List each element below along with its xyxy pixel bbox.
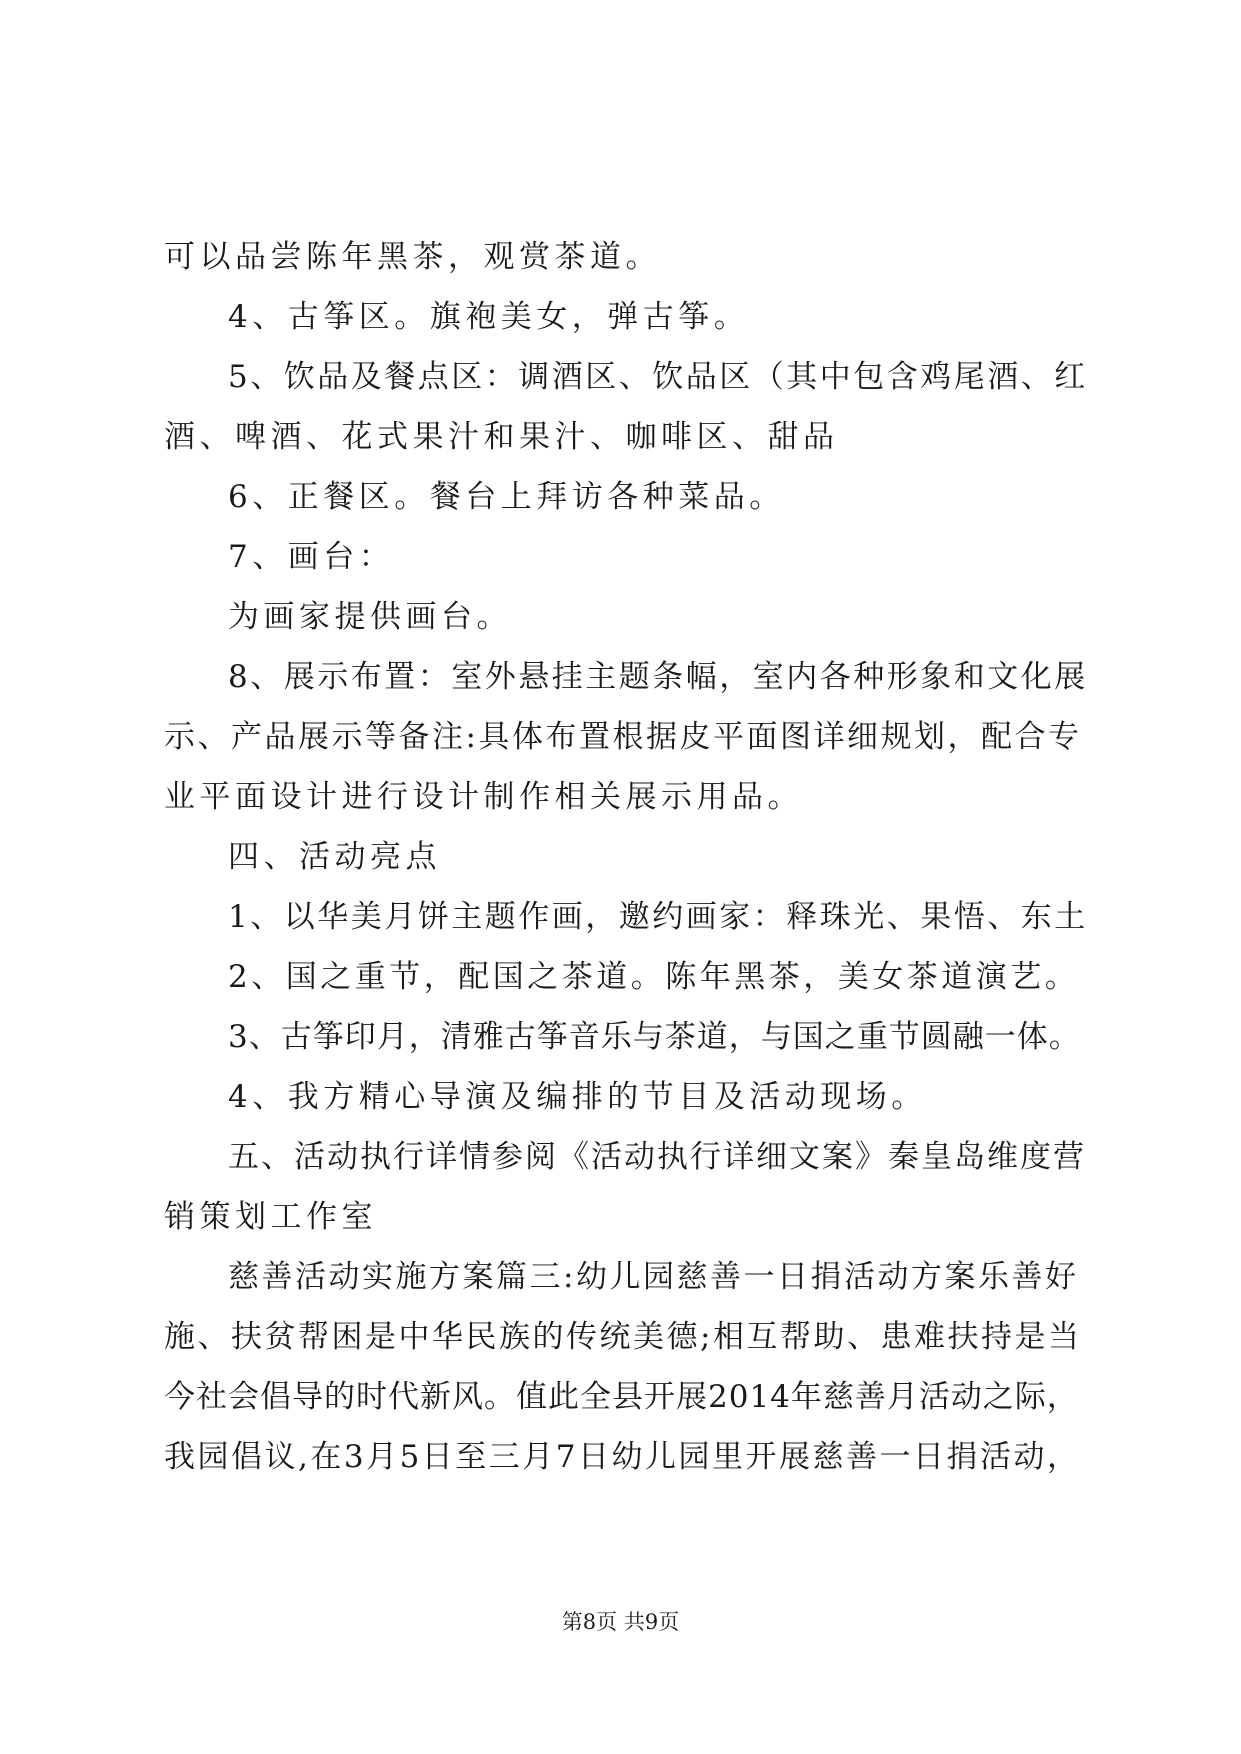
text-line: 6、正餐区。餐台上拜访各种菜品。 xyxy=(228,479,785,515)
text-line: 销策划工作室 xyxy=(164,1199,377,1235)
text-line: 今社会倡导的时代新风。值此全县开展2014年慈善月活动之际， xyxy=(164,1379,1079,1415)
text-line: 4、古筝区。旗袍美女，弹古筝。 xyxy=(228,299,750,335)
text-line: 酒、啤酒、花式果汁和果汁、咖啡区、甜品 xyxy=(164,419,839,455)
text-line: 业平面设计进行设计制作相关展示用品。 xyxy=(164,779,803,815)
text-line: 施、扶贫帮困是中华民族的传统美德;相互帮助、患难扶持是当 xyxy=(164,1319,1082,1355)
text-line: 1、以华美月饼主题作画，邀约画家：释珠光、果悟、东土 xyxy=(228,899,1088,935)
text-line: 5、饮品及餐点区：调酒区、饮品区（其中包含鸡尾酒、红 xyxy=(228,359,1088,395)
text-line: 7、画台： xyxy=(228,539,395,575)
text-line: 为画家提供画台。 xyxy=(228,599,512,635)
page-number-footer: 第8页 共9页 xyxy=(561,1610,680,1634)
text-line: 示、产品展示等备注:具体布置根据皮平面图详细规划，配合专 xyxy=(164,719,1082,755)
text-line: 我园倡议,在3月5日至三月7日幼儿园里开展慈善一日捐活动， xyxy=(164,1439,1081,1475)
section-heading: 四、活动亮点 xyxy=(228,839,441,875)
text-line: 3、古筝印月，清雅古筝音乐与茶道，与国之重节圆融一体。 xyxy=(228,1019,1081,1055)
text-line: 可以品尝陈年黑茶，观赏茶道。 xyxy=(164,239,661,275)
text-line: 2、国之重节，配国之茶道。陈年黑茶，美女茶道演艺。 xyxy=(228,959,1080,995)
text-line: 4、我方精心导演及编排的节目及活动现场。 xyxy=(228,1079,927,1115)
text-line: 慈善活动实施方案篇三:幼儿园慈善一日捐活动方案乐善好 xyxy=(228,1259,1079,1295)
section-heading: 五、活动执行详情参阅《活动执行详细文案》秦皇岛维度营 xyxy=(228,1139,1086,1175)
text-line: 8、展示布置：室外悬挂主题条幅，室内各种形象和文化展 xyxy=(228,659,1088,695)
